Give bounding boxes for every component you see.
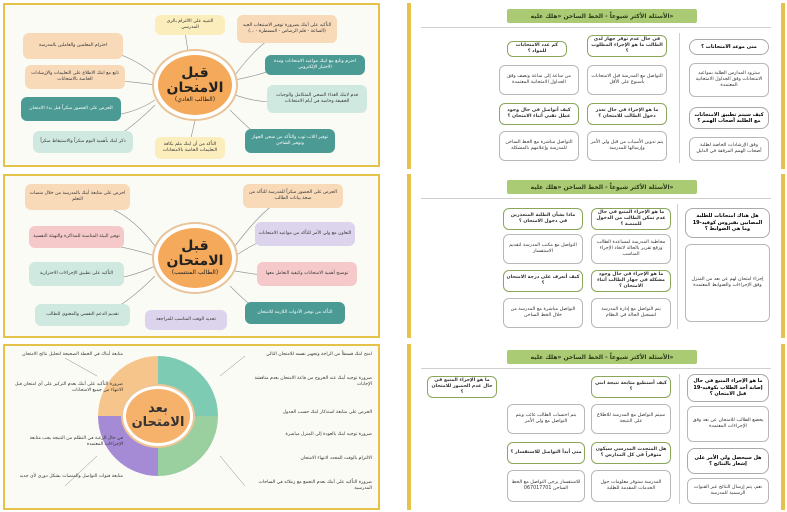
node: التعاون مع ولي الأمر للتأكد من مواعيد الامتحانات [255, 222, 355, 246]
right-border [781, 3, 785, 169]
node: امنح ابنك قسطاً من الراحة وتجهيز نفسه للامتحان التالي [266, 352, 372, 357]
divider [421, 368, 771, 369]
faq-answer: يتم التواصل مع إدارة المدرسة لتسجيل الحالة في النظام [591, 298, 671, 328]
sidebar-answer: ستزود المدارس الطلبة بمواعيد الامتحانات وفق الجداول الامتحانية المعتمدة [689, 63, 769, 97]
faq-panel-1 [407, 3, 785, 169]
sidebar-question: ما هو الإجراء المتبع في حال إصابة أحد الطلاب بكوفيد-19 قبل الامتحان ؟ [687, 374, 769, 402]
faq-answer: التواصل مباشرة مع المدرسة من خلال الخط الساخن [503, 298, 583, 328]
faq-header: الأسئلة الأكثر شيوعاً - الخط الساخن «هلك عليه» [507, 180, 697, 194]
sidebar-answer: إجراء امتحان لهم عن بعد من المنزل وفق الإجراءات والضوابط المعتمدة [685, 244, 770, 322]
node: متابعة أبناك في الخطة الصحيحة لتحليل نتائج الامتحان [22, 352, 123, 357]
faq-question: ما هو الإجراء في حال وجود مشكلة في جهاز الطالب أثناء الامتحان ؟ [591, 270, 671, 292]
divider [421, 27, 771, 28]
sidebar-answer: يخضع الطالب للامتحان عن بعد وفق الإجراءات المعتمدة [687, 406, 769, 442]
center-title: قبل الامتحان [166, 65, 224, 96]
divider [421, 198, 771, 199]
node: تابع مع ابنك الاطلاع على التعليمات والإرشادات الخاصة بالامتحانات [25, 65, 125, 89]
faq-answer: التواصل مع مكتب المدرسة لتقديم الاستفسار [503, 234, 583, 264]
divider [679, 33, 680, 163]
right-border [781, 174, 785, 338]
node: الحرص على متابعة استذكار ابنك حسب الجدول [282, 410, 372, 415]
faq-panel-3 [407, 344, 785, 510]
faq-question: ما هو الإجراء المتبع في حال عدم الحضور للامتحان ؟ [427, 376, 497, 398]
center-node [154, 224, 236, 292]
node: التأكد من أن ابنك ملم بكافة التعليمات الخاصة بالامتحانات [155, 137, 225, 159]
faq-header: الأسئلة الأكثر شيوعاً - الخط الساخن «هلك عليه» [507, 350, 697, 364]
faq-answer: للاستفسار يرجى التواصل مع الخط الساخن 067017701 [507, 470, 585, 502]
sidebar-question: هل سيحصل ولي الأمر على إشعار بالنتائج ؟ [687, 448, 769, 474]
center-node [154, 51, 236, 119]
faq-question: ما هو الإجراء في حال تعذر دخول الطالب للامتحان ؟ [587, 103, 667, 125]
left-border [407, 344, 411, 510]
faq-panel-2 [407, 174, 785, 338]
faq-answer: التواصل مباشرة مع الخط الساخن للمدرسة وإعلامهم بالمشكلة [499, 131, 579, 161]
mindmap-after-exam [3, 344, 380, 510]
node: تحديد الوقت المناسب للمراجعة [145, 310, 227, 330]
faq-question: هل المتحدث المدرسي سيكون متوفراً في كل المدارس ؟ [591, 442, 671, 464]
node: قدم لابنك الغذاء الصحي المتكامل والوجبات الخفيفة وخاصة في أيام الامتحانات [267, 85, 367, 113]
node: احرص على متابعة أبنك بالمدرسة من خلال منصات التعلم [25, 184, 130, 210]
sidebar-answer: نعم، يتم إرسال النتائج عبر القنوات الرسمية للمدرسة [687, 478, 769, 504]
faq-question: كيف أستطيع متابعة نتيجة ابني ؟ [591, 376, 671, 398]
node: ضرورة التأكيد على أبنك بعدم التجمع مع زملائه في الساحات المدرسية [258, 480, 372, 491]
right-border [781, 344, 785, 510]
faq-answer: المدرسة ستوفر معلومات حول الخدمات المقدمة للطلبة [591, 470, 671, 502]
center-title: قبل الامتحان [166, 238, 224, 269]
node: الحرص على الحضور مبكراً قبل بدء الامتحان [21, 97, 121, 121]
center-node: بعد الامتحان [123, 386, 193, 446]
faq-answer: يتم تدوين الأسباب من قبل ولي الأمر وإرسالها للمدرسة [587, 131, 667, 161]
sidebar-question: هل هناك امتحانات للطلبة المصابين بفيروس كوفيد-19 وما هي الضوابط ؟ [685, 208, 770, 238]
faq-question: في حال عدم توفر جهاز لدى الطالب ما هو الإجراء المطلوب ؟ [587, 35, 667, 57]
left-border [407, 174, 411, 338]
faq-answer: سيتم التواصل مع المدرسة للاطلاع على النتيجة [591, 404, 671, 434]
faq-answer: يتم احتساب الطالب غائب ويتم التواصل مع ولي الأمر [507, 404, 585, 434]
node: توضيح أهمية الامتحانات وكيفية التعامل معها [257, 262, 357, 286]
node: التأكيد على تطبيق الإجراءات الاحترازية [29, 262, 124, 286]
divider [677, 204, 678, 329]
node: ضرورة التأكيد على أبنك بعدم التركيز على أي امتحان قبل الانتهاء من جميع الامتحانات [14, 382, 123, 393]
faq-question: كيف أتعرف على درجة الامتحان ؟ [503, 270, 583, 292]
node: توفير البيئة المناسبة للمذاكرة والتهيئة النفسية [29, 226, 124, 248]
faq-question: كيف أتواصل في حال وجود عطل تقني أثناء الامتحان ؟ [499, 103, 579, 125]
node: في حال الرغبة في التظلم من النتيجة يجب متابعة الإجراءات المعتمدة [29, 436, 123, 447]
node: احترم وتابع مع ابنك مواعيد الامتحانات ومدة الاختبار الإلكتروني [265, 55, 365, 75]
faq-question: متى أبدأ التواصل للاستفسار ؟ [507, 442, 585, 464]
node: متابعة قنوات التواصل والمنصات بشكل دوري لأي جديد [19, 474, 123, 479]
left-border [407, 3, 411, 169]
faq-question: ما هو الإجراء المتبع في حال عدم تمكن الطالب من الدخول للمنصة ؟ [591, 208, 671, 230]
node: التأكد من توفير الأدوات اللازمة للامتحان [245, 302, 345, 324]
faq-question: كم عدد الامتحانات للمواد ؟ [507, 41, 567, 57]
sidebar-answer: وفق الإرشادات الخاصة لطلبة أصحاب الهمم المرفقة في الدليل [689, 137, 769, 161]
node: التنبيه على الالتزام بالزي المدرسي [155, 15, 225, 35]
node: توفير اللاب توب والتأكد من شحن الجهاز وتوفير الشاحن [245, 129, 335, 153]
node: ضرورة توجيه ابنك بالعودة إلى المنزل مباشرة [285, 432, 372, 437]
sidebar-question: كيف سيتم تطبيق الامتحانات مع الطلبة أصحاب الهمم ؟ [689, 107, 769, 129]
divider [679, 374, 680, 504]
node: تقديم الدعم النفسي والمعنوي للطالب [35, 304, 130, 326]
node: ضرورة توجيه أبنك عند الخروج من قاعة الامتحان بعدم مناقشة الإجابات [254, 376, 372, 387]
mindmap-before-exam-affiliated [3, 174, 380, 338]
center-subtitle: (الطالب العادي) [174, 96, 216, 103]
faq-answer: مخاطبة المدرسة لمساعدة الطالب ورفع تقرير بالحالة لاتخاذ الإجراء المناسب [591, 234, 671, 264]
mindmap-before-exam-regular [3, 3, 380, 167]
faq-question: ماذا بشأن الطلبة المتعذرين في دخول الامتحان ؟ [503, 208, 583, 230]
sidebar-question: متى موعد الامتحانات ؟ [689, 39, 769, 55]
faq-answer: التواصل مع المدرسة قبل الامتحانات بأسبوع على الأقل [587, 65, 667, 95]
node: الالتزام بالوقت المحدد لانتهاء الامتحان [300, 456, 372, 461]
node: الحرص على الحضور مبكراً للمدرسة للتأكد من صحة بيانات الطالب [243, 184, 343, 208]
node: احترام المعلمين والعاملين بالمدرسة [23, 33, 123, 59]
faq-answer: من ساعة إلى ساعة ونصف وفق الجداول الامتحانية المعتمدة [499, 65, 579, 95]
node: التأكيد على أبنك بضرورة توفير الاستيعاب الجيد (الساعة - قلم الرصاص - المسطرة - ...) [237, 15, 337, 43]
node: ذكر ابنك بأهمية النوم مبكراً والاستيقاظ مبكراً [33, 131, 133, 153]
faq-header: الأسئلة الأكثر شيوعاً - الخط الساخن «هلك عليه» [507, 9, 697, 23]
center-subtitle: (الطالب المنتسب) [171, 269, 219, 276]
